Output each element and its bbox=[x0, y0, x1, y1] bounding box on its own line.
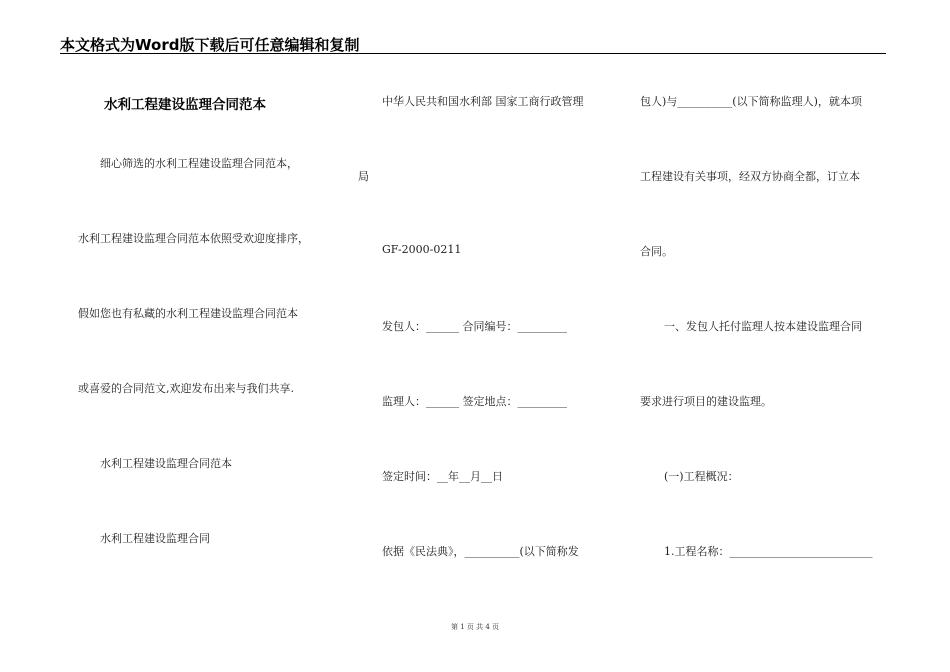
right-column-line: 一、发包人托付监理人按本建设监理合同 bbox=[664, 320, 862, 333]
middle-column-line: 依据《民法典》，__________(以下简称发 bbox=[382, 545, 579, 558]
document-title: 水利工程建设监理合同范本 bbox=[104, 97, 266, 113]
right-column-line: 1.工程名称：__________________________ bbox=[664, 545, 873, 558]
right-column-line: (一)工程概况： bbox=[664, 470, 739, 483]
left-column-line: 或喜爱的合同范文,欢迎发布出来与我们共享. bbox=[78, 382, 294, 395]
page-number: 第 1 页 共 4 页 bbox=[450, 623, 500, 631]
left-column-line: 细心筛选的水利工程建设监理合同范本， bbox=[100, 157, 298, 170]
middle-column-line: 监理人：______ 签定地点：_________ bbox=[382, 395, 567, 408]
middle-column-line: 中华人民共和国水利部 国家工商行政管理 bbox=[382, 95, 584, 108]
left-column-line: 水利工程建设监理合同 bbox=[100, 532, 210, 545]
left-column-line: 水利工程建设监理合同范本 bbox=[100, 457, 232, 470]
header-divider bbox=[60, 53, 886, 54]
middle-column-line: 局 bbox=[358, 170, 369, 183]
right-column-line: 要求进行项目的建设监理。 bbox=[640, 395, 772, 408]
middle-column-line: 发包人：______ 合同编号：_________ bbox=[382, 320, 567, 333]
right-column-line: 工程建设有关事项，经双方协商全都，订立本 bbox=[640, 170, 860, 183]
right-column-line: 合同。 bbox=[640, 245, 673, 258]
left-column-line: 假如您也有私藏的水利工程建设监理合同范本 bbox=[78, 307, 298, 320]
page-header-title: 本文格式为Word版下载后可任意编辑和复制 bbox=[60, 36, 360, 54]
left-column-line: 水利工程建设监理合同范本依照受欢迎度排序， bbox=[78, 232, 309, 245]
middle-column-line: GF-2000-0211 bbox=[382, 243, 462, 256]
middle-column-line: 签定时间：__年__月__日 bbox=[382, 470, 503, 483]
right-column-line: 包人)与__________(以下简称监理人)，就本项 bbox=[640, 95, 862, 108]
